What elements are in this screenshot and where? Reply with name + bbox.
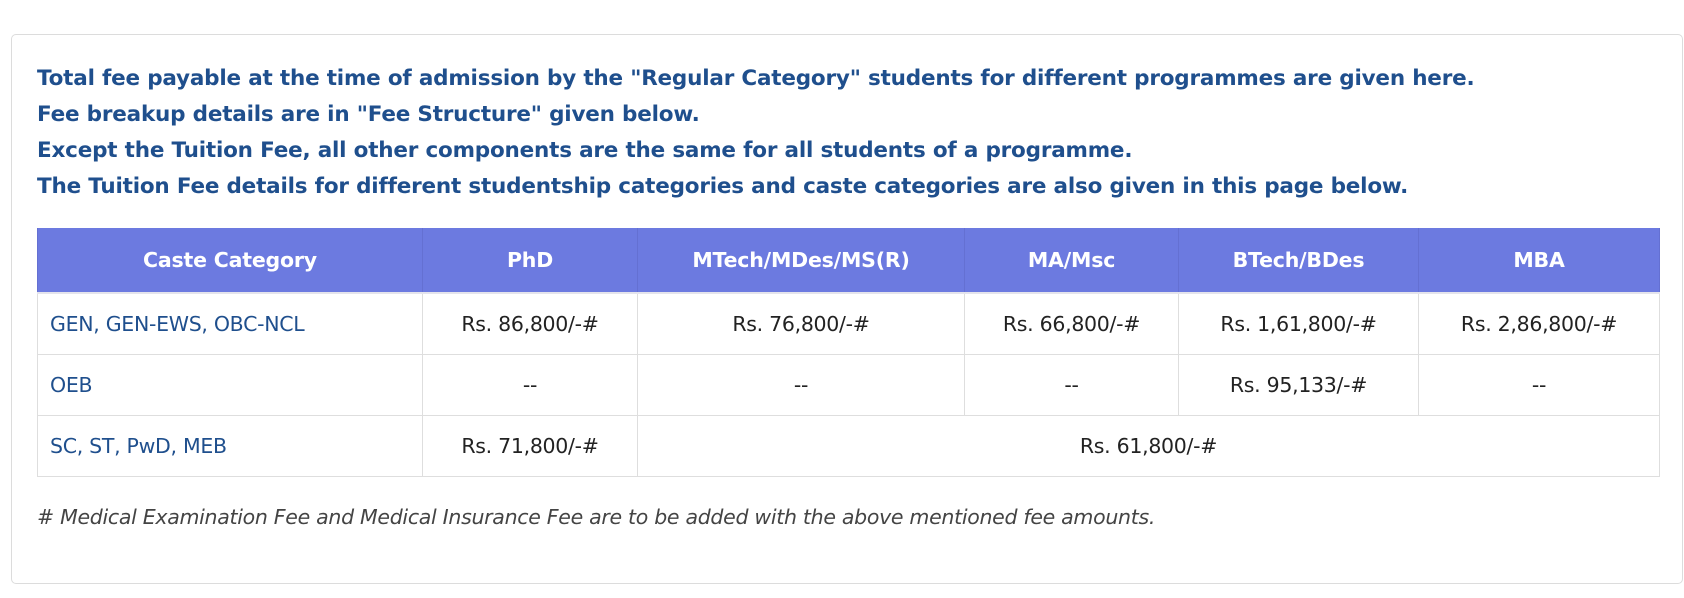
- cell-merged-other-programmes-fee: Rs. 61,800/-#: [638, 416, 1660, 477]
- fee-info-card: [11, 34, 1683, 584]
- header-phd: PhD: [423, 228, 638, 293]
- cell-phd-fee: --: [423, 355, 638, 416]
- cell-ma-msc-fee: Rs. 66,800/-#: [965, 293, 1179, 355]
- cell-ma-msc-fee: --: [965, 355, 1179, 416]
- header-ma-msc: MA/Msc: [965, 228, 1179, 293]
- cell-btech-fee: Rs. 95,133/-#: [1179, 355, 1419, 416]
- cell-category: GEN, GEN-EWS, OBC-NCL: [38, 293, 423, 355]
- cell-category: SC, ST, PwD, MEB: [38, 416, 423, 477]
- fee-table: [37, 228, 1660, 477]
- table-row: [38, 355, 1660, 416]
- cell-btech-fee: Rs. 1,61,800/-#: [1179, 293, 1419, 355]
- cell-category: OEB: [38, 355, 423, 416]
- header-mba: MBA: [1419, 228, 1660, 293]
- cell-phd-fee: Rs. 86,800/-#: [423, 293, 638, 355]
- cell-mtech-fee: --: [638, 355, 965, 416]
- header-mtech-mdes-msr: MTech/MDes/MS(R): [638, 228, 965, 293]
- header-caste-category: Caste Category: [38, 228, 423, 293]
- header-btech-bdes: BTech/BDes: [1179, 228, 1419, 293]
- cell-mtech-fee: Rs. 76,800/-#: [638, 293, 965, 355]
- cell-mba-fee: --: [1419, 355, 1660, 416]
- intro-line-fee-breakup: Fee breakup details are in "Fee Structure" given below.: [37, 102, 700, 127]
- table-row: [38, 416, 1660, 477]
- intro-line-total-fee: Total fee payable at the time of admission by the "Regular Category" students for different programmes are given here.: [37, 66, 1475, 91]
- table-header-row: [38, 228, 1660, 293]
- table-row: [38, 293, 1660, 355]
- intro-line-tuition-details: The Tuition Fee details for different studentship categories and caste categories are also given in this page below.: [37, 174, 1409, 199]
- intro-text-block: [37, 61, 1474, 205]
- footnote-medical-fees: # Medical Examination Fee and Medical Insurance Fee are to be added with the above mentioned fee amounts.: [37, 505, 1156, 529]
- cell-mba-fee: Rs. 2,86,800/-#: [1419, 293, 1660, 355]
- intro-line-except-tuition: Except the Tuition Fee, all other components are the same for all students of a programme.: [37, 138, 1133, 163]
- cell-phd-fee: Rs. 71,800/-#: [423, 416, 638, 477]
